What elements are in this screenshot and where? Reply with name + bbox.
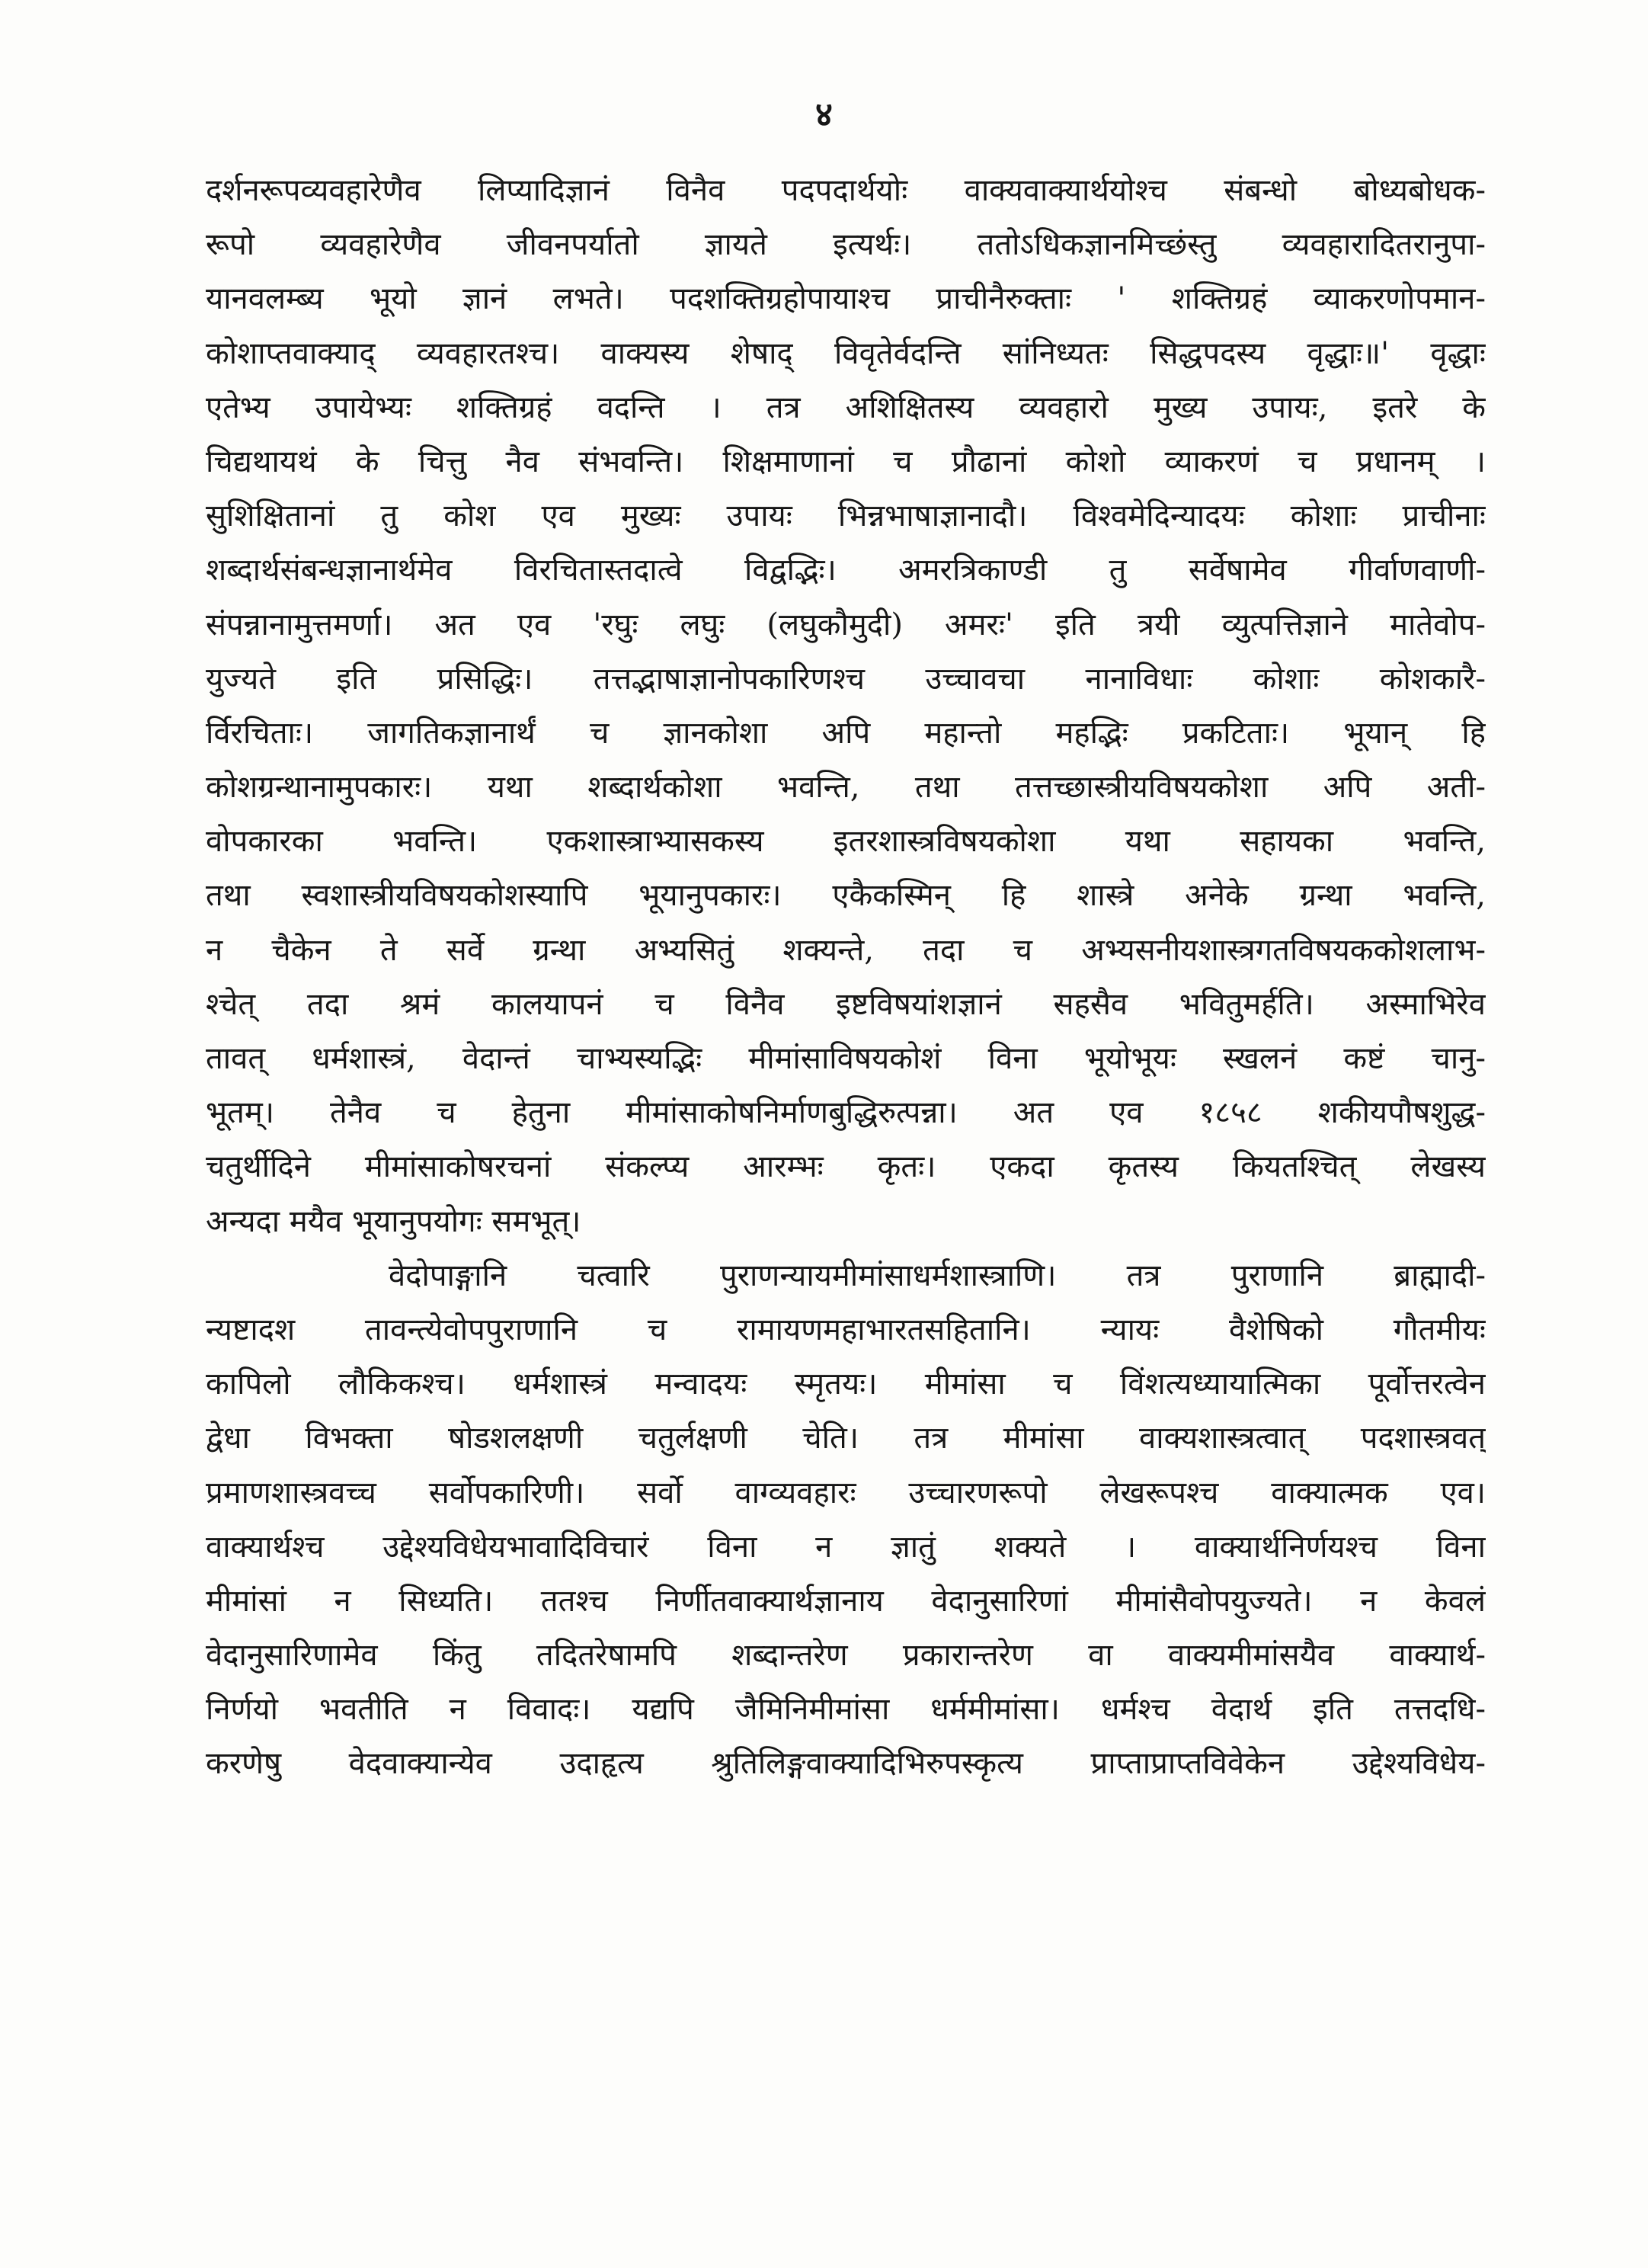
text-line: द्वेधा विभक्ता षोडशलक्षणी चतुर्लक्षणी चेति। तत्र मीमांसा वाक्यशास्त्रत्वात् पदशास्त्रवत् <box>206 1421 1486 1456</box>
page-number: ४ <box>815 95 833 134</box>
text-line: अन्यदा मयैव भूयानुपयोगः समभूत्। <box>206 1203 581 1239</box>
text-line: चतुर्थीदिने मीमांसाकोषरचनां संकल्प्य आरम्भः कृतः। एकदा कृतस्य कियतश्चित् लेखस्य <box>206 1149 1486 1185</box>
text-line: रूपो व्यवहारेणैव जीवनपर्यातो ज्ञायते इत्यर्थः। ततोऽधिकज्ञानमिच्छंस्तु व्यवहारादितरानुपा- <box>206 227 1486 263</box>
text-line: सुशिक्षितानां तु कोश एव मुख्यः उपायः भिन्नभाषाज्ञानादौ। विश्वमेदिन्यादयः कोशाः प्राचीनाः <box>206 498 1486 534</box>
text-line: निर्णयो भवतीति न विवादः। यद्यपि जैमिनिमीमांसा धर्ममीमांसा। धर्मश्च वेदार्थ इति तत्तदधि- <box>206 1692 1486 1728</box>
text-line: श्चेत् तदा श्रमं कालयापनं च विनैव इष्टविषयांशज्ञानं सहसैव भवितुमर्हति। अस्माभिरेव <box>206 986 1486 1022</box>
text-line: कापिलो लौकिकश्च। धर्मशास्त्रं मन्वादयः स्मृतयः। मीमांसा च विंशत्यध्यायात्मिका पूर्वोत्तरत्वेन <box>206 1366 1486 1402</box>
text-line: करणेषु वेदवाक्यान्येव उदाहृत्य श्रुतिलिङ्गवाक्यादिभिरुपस्कृत्य प्राप्ताप्राप्तविवेकेन उद्देश्यविधेय- <box>206 1746 1486 1782</box>
paragraph-2 <box>206 1249 1486 1792</box>
text-line: वाक्यार्थश्च उद्देश्यविधेयभावादिविचारं विना न ज्ञातुं शक्यते । वाक्यार्थनिर्णयश्च विना <box>206 1529 1486 1565</box>
text-line: यानवलम्ब्य भूयो ज्ञानं लभते। पदशक्तिग्रहोपायाश्च प्राचीनैरुक्ताः ' शक्तिग्रहं व्याकरणोपमान- <box>206 281 1486 317</box>
text-line: शब्दार्थसंबन्धज्ञानार्थमेव विरचितास्तदात्वे विद्वद्भिः। अमरत्रिकाण्डी तु सर्वेषामेव गीर्वाणवाणी- <box>206 553 1486 588</box>
text-line: चिद्यथायथं के चित्तु नैव संभवन्ति। शिक्षमाणानां च प्रौढानां कोशो व्याकरणं च प्रधानम् । <box>206 444 1486 479</box>
text-line: भूतम्। तेनैव च हेतुना मीमांसाकोषनिर्माणबुद्धिरुत्पन्ना। अत एव १८५८ शकीयपौषशुद्ध- <box>206 1095 1486 1131</box>
text-line: वेदानुसारिणामेव किंतु तदितरेषामपि शब्दान्तरेण प्रकारान्तरेण वा वाक्यमीमांसयैव वाक्यार्थ- <box>206 1638 1486 1674</box>
paragraph-1 <box>206 164 1486 1249</box>
text-line: न्यष्टादश तावन्त्येवोपपुराणानि च रामायणमहाभारतसहितानि। न्यायः वैशेषिको गौतमीयः <box>206 1312 1486 1347</box>
text-line: कोशाप्तवाक्याद् व्यवहारतश्च। वाक्यस्य शेषाद् विवृतेर्वदन्ति सांनिध्यतः सिद्धपदस्य वृद्धाः॥' वृद्धाः <box>206 335 1486 371</box>
text-line: प्रमाणशास्त्रवच्च सर्वोपकारिणी। सर्वो वाग्व्यवहारः उच्चारणरूपो लेखरूपश्च वाक्यात्मक एव। <box>206 1475 1486 1510</box>
text-line: तावत् धर्मशास्त्रं, वेदान्तं चाभ्यस्यद्भिः मीमांसाविषयकोशं विना भूयोभूयः स्खलनं कष्टं चानु- <box>206 1041 1486 1076</box>
text-line: एतेभ्य उपायेभ्यः शक्तिग्रहं वदन्ति । तत्र अशिक्षितस्य व्यवहारो मुख्य उपायः, इतरे के <box>206 389 1486 425</box>
text-line: वेदोपाङ्गानि चत्वारि पुराणन्यायमीमांसाधर्मशास्त्राणि। तत्र पुराणानि ब्राह्मादी- <box>389 1257 1486 1293</box>
text-line: दर्शनरूपव्यवहारेणैव लिप्यादिज्ञानं विनैव पदपदार्थयोः वाक्यवाक्यार्थयोश्च संबन्धो बोध्यबोधक- <box>206 173 1486 208</box>
text-line: तथा स्वशास्त्रीयविषयकोशस्यापि भूयानुपकारः। एकैकस्मिन् हि शास्त्रे अनेके ग्रन्था भवन्ति, <box>206 878 1486 914</box>
text-line: न चैकेन ते सर्वे ग्रन्था अभ्यसितुं शक्यन्ते, तदा च अभ्यसनीयशास्त्रगतविषयककोशलाभ- <box>206 932 1486 968</box>
body-text <box>206 164 1486 1792</box>
text-line: मीमांसां न सिध्यति। ततश्च निर्णीतवाक्यार्थज्ञानाय वेदानुसारिणां मीमांसैवोपयुज्यते। न केवलं <box>206 1583 1486 1619</box>
text-line: वोपकारका भवन्ति। एकशास्त्राभ्यासकस्य इतरशास्त्रविषयकोशा यथा सहायका भवन्ति, <box>206 824 1486 860</box>
text-line: कोशग्रन्थानामुपकारः। यथा शब्दार्थकोशा भवन्ति, तथा तत्तच्छास्त्रीयविषयकोशा अपि अती- <box>206 770 1486 806</box>
text-line: संपन्नानामुत्तमर्णा। अत एव 'रघुः लघुः (लघुकौमुदी) अमरः' इति त्रयी व्युत्पत्तिज्ञाने मातेवोप- <box>206 607 1486 642</box>
text-line: र्विरचिताः। जागतिकज्ञानार्थं च ज्ञानकोशा अपि महान्तो महद्भिः प्रकटिताः। भूयान् हि <box>206 715 1486 751</box>
text-line: युज्यते इति प्रसिद्धिः। तत्तद्भाषाज्ञानोपकारिणश्च उच्चावचा नानाविधाः कोशाः कोशकारै- <box>206 661 1486 697</box>
